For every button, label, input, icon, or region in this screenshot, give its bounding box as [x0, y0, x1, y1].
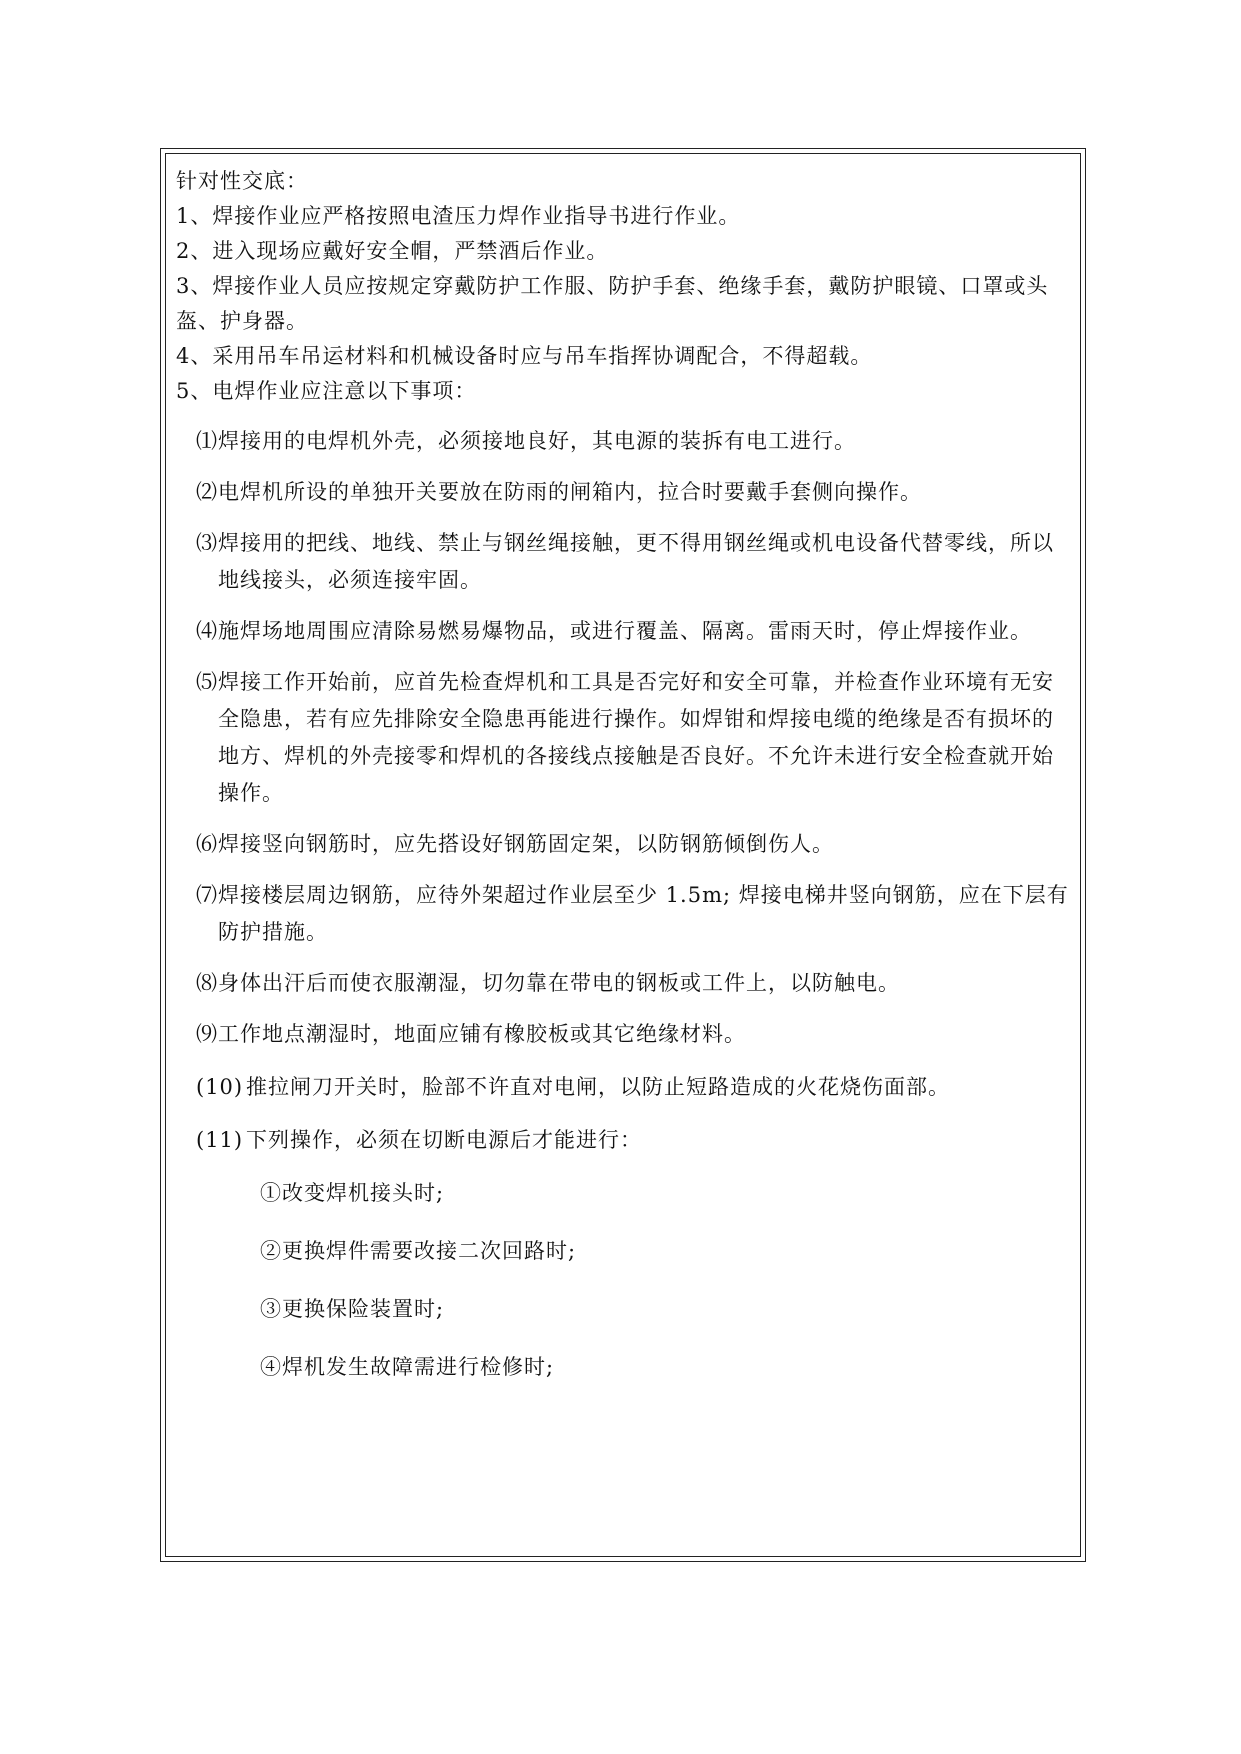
list-item: 4、采用吊车吊运材料和机械设备时应与吊车指挥协调配合，不得超载。 — [176, 344, 873, 368]
sub-item-2 — [196, 474, 1070, 511]
operation-item: ③更换保险装置时; — [260, 1297, 445, 1321]
item-number: ⑼ — [196, 1022, 218, 1046]
item-text: 施焊场地周围应清除易燃易爆物品，或进行覆盖、隔离。雷雨天时，停止焊接作业。 — [218, 619, 1032, 643]
list-item: 5、电焊作业应注意以下事项： — [176, 379, 477, 403]
item-number: ⑹ — [196, 832, 218, 856]
item-text: 焊接工作开始前，应首先检查焊机和工具是否完好和安全可靠，并检查作业环境有无安全隐患，若有应先排除安全隐患再能进行操作。如焊钳和焊接电缆的绝缘是否有损坏的地方、焊机的外壳接零和焊机的各接线点接触是否良好。不允许未进行安全检查就开始操作。 — [218, 670, 1054, 805]
item-number: ⑴ — [196, 429, 218, 453]
cell-content — [176, 164, 1070, 1407]
item-text: 工作地点潮湿时，地面应铺有橡胶板或其它绝缘材料。 — [218, 1022, 746, 1046]
table-cell — [165, 153, 1081, 1557]
operation-item: ①改变焊机接头时; — [260, 1181, 445, 1205]
sub-item-1 — [196, 423, 1070, 460]
item-number: ⑶ — [196, 531, 218, 555]
sub-item-4 — [196, 613, 1070, 650]
item-number: ⑸ — [196, 670, 218, 694]
intro-section — [176, 164, 1070, 409]
list-item: 1、焊接作业应严格按照电渣压力焊作业指导书进行作业。 — [176, 204, 741, 228]
item-text: 焊接楼层周边钢筋，应待外架超过作业层至少 1.5m; 焊接电梯井竖向钢筋，应在下层有防护措施。 — [218, 883, 1069, 944]
list-item: 3、焊接作业人员应按规定穿戴防护工作服、防护手套、绝缘手套，戴防护眼镜、口罩或头盔、护身器。 — [176, 274, 1049, 333]
item-text: 下列操作，必须在切断电源后才能进行： — [246, 1128, 642, 1152]
item-text: 焊接用的电焊机外壳，必须接地良好，其电源的装拆有电工进行。 — [218, 429, 856, 453]
item-text: 身体出汗后而使衣服潮湿，切勿靠在带电的钢板或工件上，以防触电。 — [218, 971, 900, 995]
sub-item-11 — [196, 1122, 1070, 1159]
sub-item-5 — [196, 664, 1070, 812]
sub-item-8 — [196, 965, 1070, 1002]
item-number: ⑵ — [196, 480, 218, 504]
item-text: 电焊机所设的单独开关要放在防雨的闸箱内，拉合时要戴手套侧向操作。 — [218, 480, 922, 504]
operation-item: ②更换焊件需要改接二次回路时; — [260, 1239, 577, 1263]
item-number: ⑷ — [196, 619, 218, 643]
item-text: 焊接竖向钢筋时，应先搭设好钢筋固定架，以防钢筋倾倒伤人。 — [218, 832, 834, 856]
sub-item-7 — [196, 877, 1070, 951]
sub-item-9 — [196, 1016, 1070, 1053]
sub-item-10 — [196, 1069, 1070, 1106]
item-number: (10) — [196, 1075, 244, 1099]
item-number: ⑺ — [196, 883, 218, 907]
document-table — [160, 148, 1086, 1562]
operation-item: ④焊机发生故障需进行检修时; — [260, 1355, 555, 1379]
item-number: (11) — [196, 1128, 244, 1152]
sub-item-3 — [196, 525, 1070, 599]
section-heading: 针对性交底： — [176, 169, 308, 193]
item-number: ⑻ — [196, 971, 218, 995]
list-item: 2、进入现场应戴好安全帽，严禁酒后作业。 — [176, 239, 609, 263]
sub-item-6 — [196, 826, 1070, 863]
item-text: 推拉闸刀开关时，脸部不许直对电闸，以防止短路造成的火花烧伤面部。 — [246, 1075, 950, 1099]
item-text: 焊接用的把线、地线、禁止与钢丝绳接触，更不得用钢丝绳或机电设备代替零线，所以地线接头，必须连接牢固。 — [218, 531, 1054, 592]
